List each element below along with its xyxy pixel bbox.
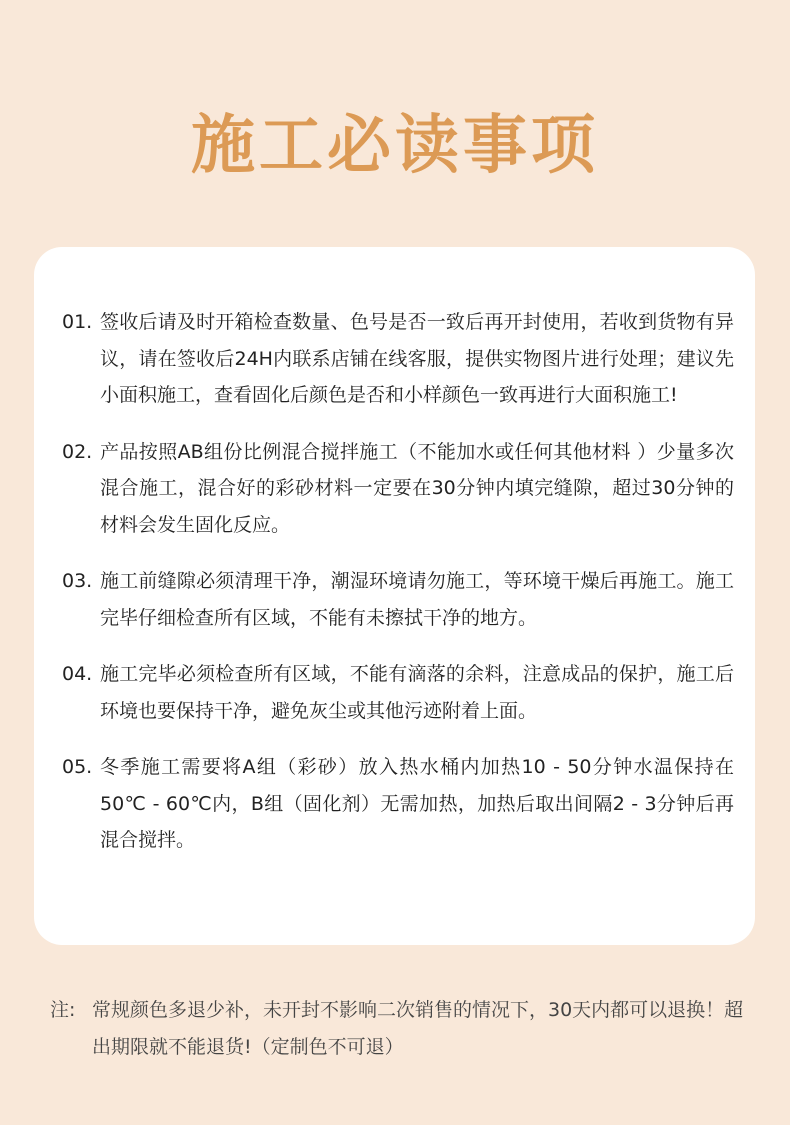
notice-text: 施工完毕必须检查所有区域，不能有滴落的余料，注意成品的保护，施工后环境也要保持干净，避免灰尘或其他污迹附着上面。	[100, 663, 734, 722]
notice-number: 03.	[62, 570, 93, 592]
notice-text: 施工前缝隙必须清理干净，潮湿环境请勿施工，等环境干燥后再施工。施工完毕仔细检查所有区域，不能有未擦拭干净的地方。	[100, 570, 734, 629]
notice-number: 04.	[62, 663, 93, 685]
notice-text: 冬季施工需要将A组（彩砂）放入热水桶内加热10 - 50分钟水温保持在50℃ - 60℃内，B组（固化剂）无需加热，加热后取出间隔2 - 3分钟后再混合搅拌。	[100, 756, 734, 851]
notice-item-04	[62, 656, 734, 729]
footnote-text: 常规颜色多退少补，未开封不影响二次销售的情况下，30天内都可以退换！超出期限就不能退货!（定制色不可退）	[92, 999, 744, 1058]
notice-number: 02.	[62, 440, 93, 463]
notice-number: 01.	[62, 311, 93, 333]
notice-number: 05.	[62, 756, 93, 778]
notice-text: 签收后请及时开箱检查数量、色号是否一致后再开封使用，若收到货物有异议，请在签收后24H内联系店铺在线客服，提供实物图片进行处理；建议先小面积施工，查看固化后颜色是否和小样颜色一致再进行大面积施工!	[100, 311, 734, 406]
page-title: 施工必读事项	[191, 109, 599, 183]
notice-item-05	[62, 749, 734, 859]
footnote-label: 注:	[50, 999, 76, 1021]
notice-card	[34, 247, 755, 945]
notice-text: 产品按照AB组份比例混合搅拌施工（不能加水或任何其他材料 ）少量多次混合施工，混合好的彩砂材料一定要在30分钟内填完缝隙，超过30分钟的材料会发生固化反应。	[100, 440, 734, 536]
notice-item-03	[62, 563, 734, 636]
notice-list	[62, 304, 734, 879]
footnote	[50, 992, 750, 1065]
notice-item-02	[62, 434, 734, 544]
notice-item-01	[62, 304, 734, 414]
